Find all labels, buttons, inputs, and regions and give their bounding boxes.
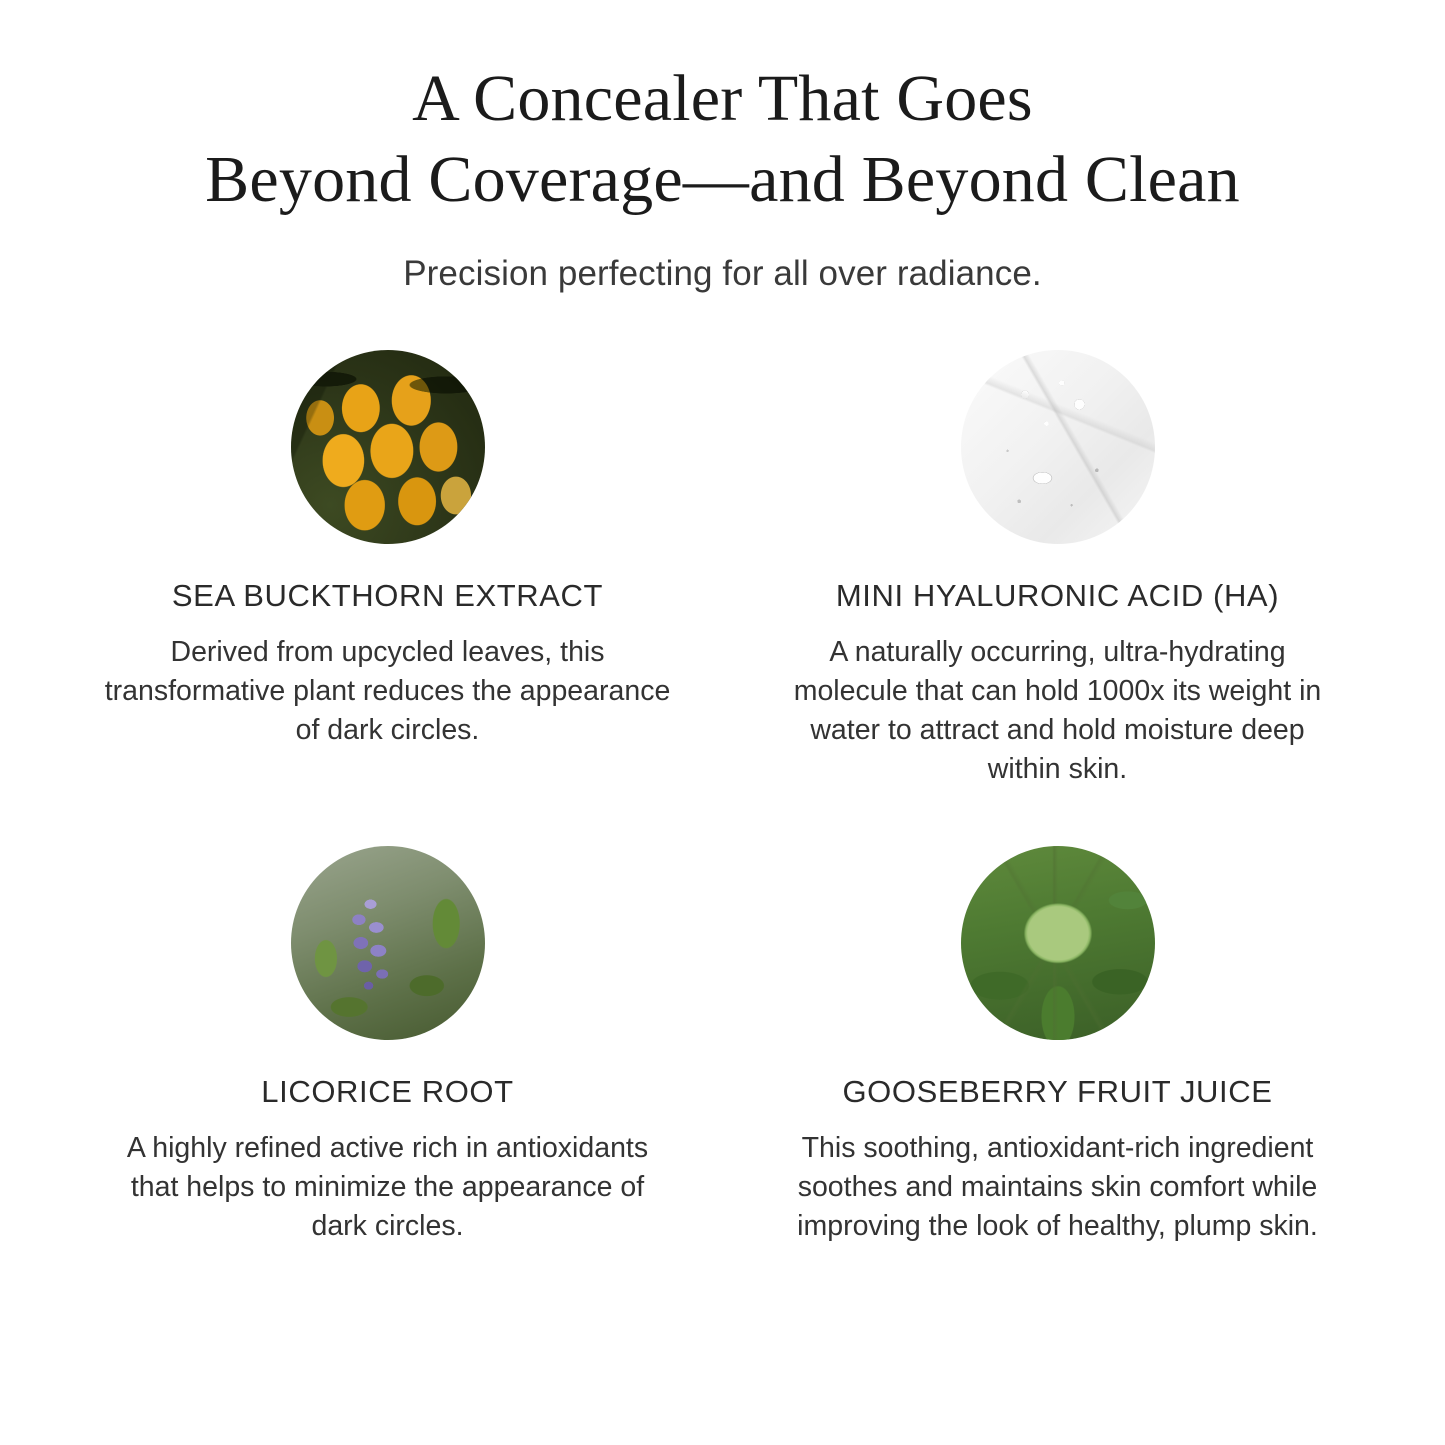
licorice-root-flower-image	[291, 846, 485, 1040]
ingredient-description: Derived from upcycled leaves, this transformative plant reduces the appearance of dark circles.	[104, 636, 671, 746]
page-title-line-2: Beyond Coverage—and Beyond Clean	[205, 143, 1240, 217]
page-title-line-1: A Concealer That Goes	[412, 62, 1033, 135]
page-subtitle: Precision perfecting for all over radiance.	[403, 254, 1042, 294]
ingredient-title: SEA BUCKTHORN EXTRACT	[171, 578, 604, 614]
ingredient-description: This soothing, antioxidant-rich ingredient soothes and maintains skin comfort while improving the look of healthy, plump skin.	[797, 1132, 1318, 1242]
ingredient-card	[53, 350, 723, 788]
ingredient-description: A highly refined active rich in antioxidants that helps to minimize the appearance of dark circles.	[126, 1132, 649, 1242]
ingredient-card	[723, 350, 1393, 788]
ingredient-title: LICORICE ROOT	[261, 1074, 514, 1110]
gooseberry-fruit-image	[961, 846, 1155, 1040]
page-title	[83, 58, 1363, 220]
sea-buckthorn-berries-image	[291, 350, 485, 544]
ingredient-card	[723, 846, 1393, 1245]
hyaluronic-acid-gel-image	[961, 350, 1155, 544]
ingredient-grid	[53, 350, 1393, 1245]
header	[0, 0, 1445, 294]
ingredient-description: A naturally occurring, ultra-hydrating molecule that can hold 1000x its weight in water to attract and hold moisture deep within skin.	[793, 636, 1322, 785]
ingredient-card	[53, 846, 723, 1245]
ingredient-title: MINI HYALURONIC ACID (HA)	[835, 578, 1280, 614]
ingredient-title: GOOSEBERRY FRUIT JUICE	[842, 1074, 1273, 1110]
